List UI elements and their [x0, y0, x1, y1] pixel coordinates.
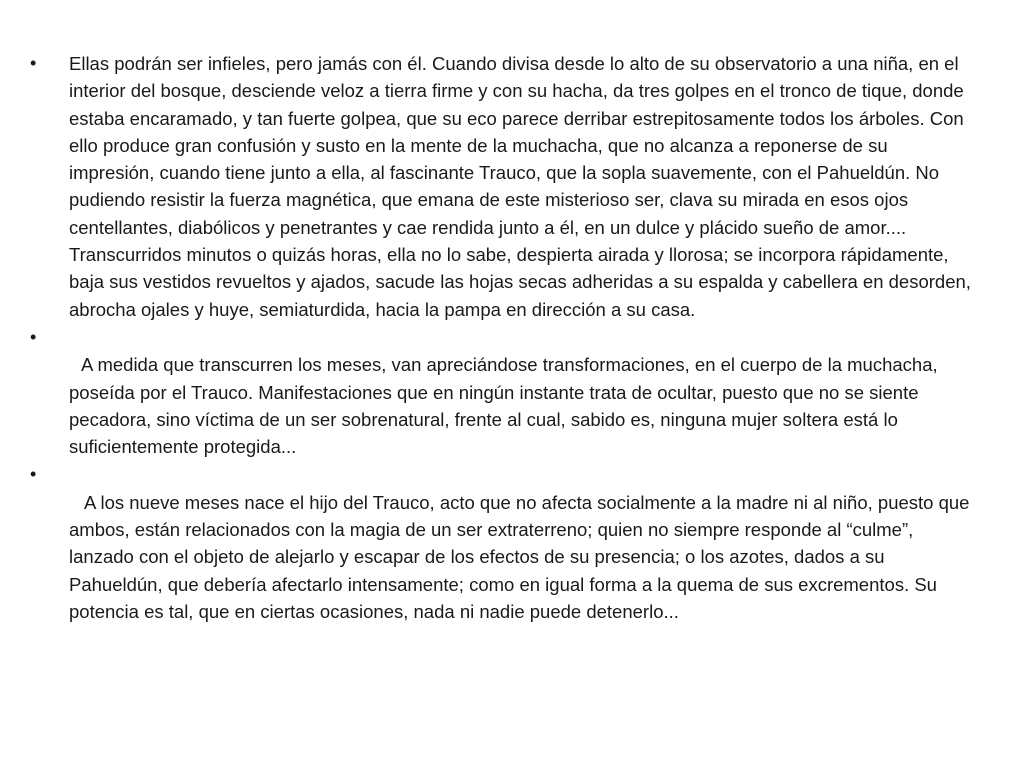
- bullet-item-2: [30, 324, 975, 460]
- bullet-empty-line: [69, 324, 975, 351]
- bullet-marker: •: [30, 326, 37, 347]
- bullet-item-3: [30, 461, 975, 625]
- bullet-empty-line: [69, 461, 975, 488]
- bullet-list: [30, 50, 975, 625]
- bullet-text-1: Ellas podrán ser infieles, pero jamás con él. Cuando divisa desde lo alto de su observatorio a una niña, en el interior del bosque, desciende veloz a tierra firme y con su hacha, da tres golpes en el tronco de tique, donde estaba encaramado, y tan fuerte golpea, que su eco parece derribar estrepitosamente todos los árboles. Con ello produce gran confusión y susto en la mente de la muchacha, que no alcanza a reponerse de su impresión, cuando tiene junto a ella, al fascinante Trauco, que la sopla suavemente, con el Pahueldún. No pudiendo resistir la fuerza magnética, que emana de este misterioso ser, clava su mirada en esos ojos centellantes, diabólicos y penetrantes y cae rendida junto a él, en un dulce y plácido sueño de amor.... Transcurridos minutos o quizás horas, ella no lo sabe, despierta airada y llorosa; se incorpora rápidamente, baja sus vestidos revueltos y ajados, sacude las hojas secas adheridas a su espalda y cabellera en desorden, abrocha ojales y huye, semiaturdida, hacia la pampa en dirección a su casa.: [69, 53, 971, 320]
- bullet-text-3: A los nueve meses nace el hijo del Trauco, acto que no afecta socialmente a la madre ni al niño, puesto que ambos, están relacionados con la magia de un ser extraterreno; quien no siempre responde al “culme”, lanzado con el objeto de alejarlo y escapar de los efectos de su presencia; o los azotes, dados a su Pahueldún, que debería afectarlo intensamente; como en igual forma a la quema de sus excrementos. Su potencia es tal, que en ciertas ocasiones, nada ni nadie puede detenerlo...: [69, 491, 970, 622]
- bullet-text-2: A medida que transcurren los meses, van apreciándose transformaciones, en el cuerpo de la muchacha, poseída por el Trauco. Manifestaciones que en ningún instante trata de ocultar, puesto que no se siente pecadora, sino víctima de un ser sobrenatural, frente al cual, sabido es, ninguna mujer soltera está lo suficientemente protegida...: [69, 354, 938, 458]
- bullet-marker: •: [30, 464, 37, 485]
- bullet-marker: •: [30, 53, 37, 73]
- bullet-item-1: [30, 50, 975, 323]
